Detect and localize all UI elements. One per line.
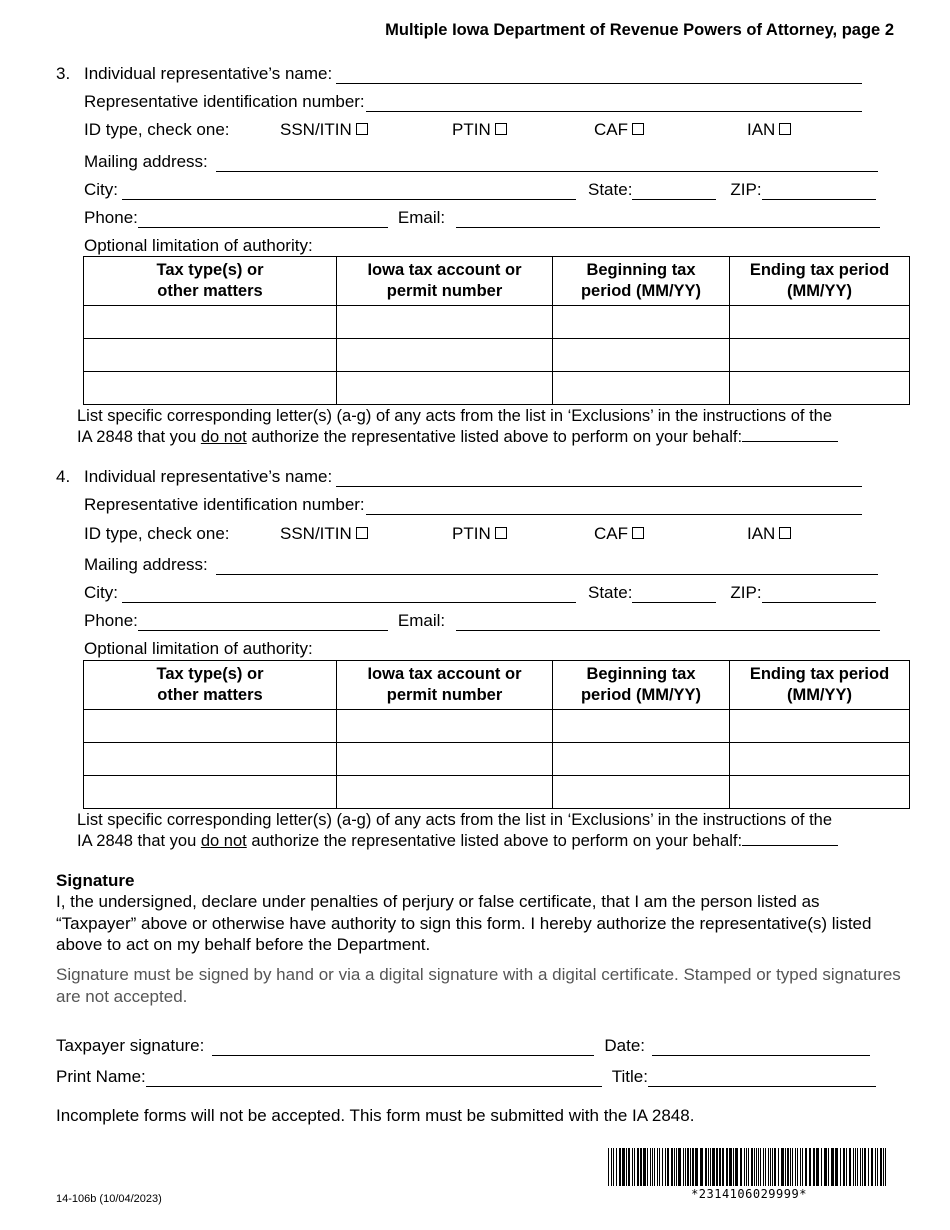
- table-header-row: [84, 257, 910, 306]
- barcode-bar: [687, 1148, 689, 1186]
- id-type-label: ID type, check one:: [84, 524, 230, 543]
- caf-checkbox[interactable]: [632, 123, 644, 135]
- barcode-bar: [843, 1148, 845, 1186]
- header-line: Ending tax period: [749, 665, 890, 683]
- phone-label: Phone:: [84, 611, 138, 630]
- barcode-bar: [683, 1148, 684, 1186]
- exclusions-line-2b: authorize the representative listed above to perform on your behalf:: [251, 832, 743, 850]
- barcode-bar: [650, 1148, 651, 1186]
- option-ssn-itin: [280, 120, 368, 140]
- table-row: [84, 372, 910, 405]
- barcode-bar: [744, 1148, 745, 1186]
- ptin-checkbox[interactable]: [495, 527, 507, 539]
- table-cell[interactable]: [337, 743, 553, 776]
- barcode-bar: [790, 1148, 791, 1186]
- caf-checkbox[interactable]: [632, 527, 644, 539]
- rep-id-number-label: Representative identification number:: [84, 495, 365, 514]
- rep-id-number-label: Representative identification number:: [84, 92, 365, 111]
- barcode-bar: [662, 1148, 663, 1186]
- state-label: State:: [588, 180, 633, 199]
- barcode-bar: [774, 1148, 776, 1186]
- barcode-bar: [716, 1148, 718, 1186]
- table-row: [84, 743, 910, 776]
- id-type-row: [84, 120, 904, 142]
- zip-field[interactable]: [762, 584, 876, 603]
- table-cell[interactable]: [84, 306, 337, 339]
- phone-label: Phone:: [84, 208, 138, 227]
- table-cell[interactable]: [337, 339, 553, 372]
- barcode-bar: [849, 1148, 851, 1186]
- header-line: Beginning tax: [586, 261, 696, 279]
- barcode-bar: [665, 1148, 666, 1186]
- header-line: Iowa tax account or: [367, 665, 522, 683]
- barcode-text: *2314106029999*: [691, 1187, 807, 1201]
- header-line: other matters: [157, 686, 263, 704]
- table-cell[interactable]: [84, 710, 337, 743]
- email-field[interactable]: [456, 209, 880, 228]
- barcode-bar: [835, 1148, 838, 1186]
- exclusions-line-2a: IA 2848 that you: [77, 428, 197, 446]
- barcode-bar: [864, 1148, 866, 1186]
- barcode-bar: [659, 1148, 660, 1186]
- barcode-bar: [685, 1148, 686, 1186]
- id-type-row: [84, 524, 904, 546]
- header-ending-period: [730, 257, 910, 306]
- barcode-bar: [751, 1148, 753, 1186]
- option-ptin: [452, 524, 507, 544]
- table-cell[interactable]: [84, 372, 337, 405]
- exclusions-text: [77, 810, 907, 852]
- barcode-bar: [619, 1148, 621, 1186]
- table-cell[interactable]: [337, 306, 553, 339]
- date-field[interactable]: [652, 1037, 870, 1056]
- ptin-checkbox[interactable]: [495, 123, 507, 135]
- barcode-bar: [772, 1148, 773, 1186]
- taxpayer-signature-field[interactable]: [212, 1037, 594, 1056]
- barcode-bar: [853, 1148, 854, 1186]
- barcode-bar: [846, 1148, 847, 1186]
- exclusions-field[interactable]: [742, 831, 838, 846]
- barcode-bar: [765, 1148, 766, 1186]
- optional-limitation-label: Optional limitation of authority:: [84, 236, 313, 255]
- barcode-bar: [860, 1148, 861, 1186]
- option-label: PTIN: [452, 524, 491, 543]
- barcode-bar: [800, 1148, 801, 1186]
- table-cell[interactable]: [730, 306, 910, 339]
- table-cell[interactable]: [84, 743, 337, 776]
- table-cell[interactable]: [730, 339, 910, 372]
- barcode-bar: [708, 1148, 709, 1186]
- header-line: period (MM/YY): [580, 282, 702, 300]
- option-ian: [747, 120, 791, 140]
- header-line: (MM/YY): [786, 282, 853, 300]
- page-header: Multiple Iowa Department of Revenue Powers of Attorney, page 2: [385, 21, 894, 39]
- barcode-bar: [795, 1148, 796, 1186]
- barcode-bar: [722, 1148, 724, 1186]
- barcode-bar: [626, 1148, 627, 1186]
- table-cell[interactable]: [553, 372, 730, 405]
- barcode-bar: [862, 1148, 863, 1186]
- table-cell[interactable]: [337, 710, 553, 743]
- optional-limitation-label: Optional limitation of authority:: [84, 639, 313, 658]
- header-line: Ending tax period: [749, 261, 890, 279]
- table-row: [84, 339, 910, 372]
- header-account-number: [337, 257, 553, 306]
- barcode-bar: [616, 1148, 617, 1186]
- table-cell[interactable]: [84, 339, 337, 372]
- table-cell[interactable]: [730, 372, 910, 405]
- barcode-bar: [758, 1148, 759, 1186]
- city-field[interactable]: [122, 181, 576, 200]
- barcode-bar: [640, 1148, 642, 1186]
- email-label: Email:: [397, 611, 446, 630]
- barcode-bar: [678, 1148, 681, 1186]
- barcode-bar: [792, 1148, 793, 1186]
- exclusions-line-2b: authorize the representative listed above to perform on your behalf:: [251, 428, 743, 446]
- barcode-bar: [797, 1148, 798, 1186]
- barcode-bar: [821, 1148, 822, 1186]
- barcode-bar: [883, 1148, 884, 1186]
- zip-label: ZIP:: [730, 180, 762, 199]
- rep-name-field[interactable]: [336, 65, 862, 84]
- barcode-bar: [871, 1148, 873, 1186]
- barcode-bar: [657, 1148, 658, 1186]
- barcode-bar: [634, 1148, 635, 1186]
- barcode-bar: [690, 1148, 691, 1186]
- barcode-bar: [748, 1148, 749, 1186]
- limitation-table: [83, 660, 910, 809]
- phone-field[interactable]: [138, 209, 388, 228]
- table-header-row: [84, 661, 910, 710]
- table-row: [84, 306, 910, 339]
- date-label: Date:: [604, 1036, 646, 1055]
- barcode-bar: [778, 1148, 779, 1186]
- option-caf: [594, 524, 644, 544]
- barcode-bar: [622, 1148, 625, 1186]
- barcode-bar: [735, 1148, 738, 1186]
- table-cell[interactable]: [553, 339, 730, 372]
- barcode-bar: [855, 1148, 856, 1186]
- option-ptin: [452, 120, 507, 140]
- barcode-bar: [628, 1148, 630, 1186]
- print-name-label: Print Name:: [56, 1067, 146, 1086]
- barcode-bar: [857, 1148, 858, 1186]
- barcode-bar: [868, 1148, 869, 1186]
- email-field[interactable]: [456, 612, 880, 631]
- header-line: Beginning tax: [586, 665, 696, 683]
- table-cell[interactable]: [337, 372, 553, 405]
- header-account-number: [337, 661, 553, 710]
- header-line: other matters: [157, 282, 263, 300]
- zip-field[interactable]: [762, 181, 876, 200]
- signature-note: Signature must be signed by hand or via a digital signature with a digital certificate. Stamped or typed signatures are not accepted.: [56, 965, 901, 1006]
- rep-name-label: Individual representative’s name:: [84, 467, 333, 486]
- barcode-bar: [667, 1148, 669, 1186]
- header-line: Iowa tax account or: [367, 261, 522, 279]
- option-label: SSN/ITIN: [280, 524, 352, 543]
- ian-checkbox[interactable]: [779, 123, 791, 135]
- mailing-address-label: Mailing address:: [84, 152, 208, 171]
- ian-checkbox[interactable]: [779, 527, 791, 539]
- barcode-bar: [760, 1148, 761, 1186]
- state-label: State:: [588, 583, 633, 602]
- table-cell[interactable]: [553, 776, 730, 809]
- exclusions-text: [77, 406, 907, 448]
- rep-name-field[interactable]: [336, 468, 862, 487]
- header-ending-period: [730, 661, 910, 710]
- barcode-bar: [840, 1148, 841, 1186]
- taxpayer-signature-label: Taxpayer signature:: [56, 1036, 205, 1055]
- barcode-bar: [726, 1148, 728, 1186]
- mailing-address-field[interactable]: [216, 153, 878, 172]
- barcode-bar: [746, 1148, 747, 1186]
- email-label: Email:: [397, 208, 446, 227]
- barcode-bar: [700, 1148, 703, 1186]
- rep-name-label: Individual representative’s name:: [84, 64, 333, 83]
- state-field[interactable]: [632, 584, 716, 603]
- rep-id-number-field[interactable]: [366, 496, 862, 515]
- header-line: permit number: [386, 686, 503, 704]
- city-label: City:: [84, 583, 118, 602]
- barcode-bar: [828, 1148, 829, 1186]
- barcode-bar: [816, 1148, 819, 1186]
- form-id: 14-106b (10/04/2023): [56, 1193, 162, 1205]
- mailing-address-label: Mailing address:: [84, 555, 208, 574]
- barcode-bar: [754, 1148, 755, 1186]
- barcode-bar: [613, 1148, 614, 1186]
- header-beginning-period: [553, 257, 730, 306]
- barcode-bar: [637, 1148, 639, 1186]
- barcode-bar: [695, 1148, 698, 1186]
- header-tax-type: [84, 661, 337, 710]
- barcode-bar: [712, 1148, 715, 1186]
- barcode-bar: [676, 1148, 677, 1186]
- barcode-bar: [740, 1148, 742, 1186]
- barcode-bar: [652, 1148, 653, 1186]
- barcode-bar: [785, 1148, 786, 1186]
- signature-title: Signature: [56, 871, 135, 890]
- table-cell[interactable]: [337, 776, 553, 809]
- table-cell[interactable]: [730, 710, 910, 743]
- table-cell[interactable]: [553, 306, 730, 339]
- id-type-label: ID type, check one:: [84, 120, 230, 139]
- barcode-bar: [705, 1148, 707, 1186]
- section-number: 4.: [56, 467, 71, 486]
- exclusions-do-not: do not: [200, 428, 247, 446]
- barcode-bar: [719, 1148, 721, 1186]
- barcode-bar: [763, 1148, 764, 1186]
- barcode-bar: [787, 1148, 789, 1186]
- barcode-bar: [824, 1148, 827, 1186]
- barcode-bar: [674, 1148, 675, 1186]
- ssn-itin-checkbox[interactable]: [356, 123, 368, 135]
- print-name-field[interactable]: [146, 1068, 602, 1087]
- barcode-bar: [647, 1148, 648, 1186]
- barcode-bar: [692, 1148, 694, 1186]
- barcode-bar: [813, 1148, 815, 1186]
- city-field[interactable]: [122, 584, 576, 603]
- table-cell[interactable]: [553, 710, 730, 743]
- barcode-bar: [733, 1148, 734, 1186]
- mailing-address-field[interactable]: [216, 556, 878, 575]
- barcode-bar: [729, 1148, 732, 1186]
- incomplete-notice: Incomplete forms will not be accepted. This form must be submitted with the IA 2848.: [56, 1106, 695, 1125]
- option-ian: [747, 524, 791, 544]
- header-tax-type: [84, 257, 337, 306]
- barcode-bar: [632, 1148, 633, 1186]
- barcode-bar: [770, 1148, 771, 1186]
- table-row: [84, 776, 910, 809]
- city-label: City:: [84, 180, 118, 199]
- barcode-bar: [809, 1148, 811, 1186]
- exclusions-do-not: do not: [200, 832, 247, 850]
- barcode-bar: [654, 1148, 655, 1186]
- barcode-bar: [768, 1148, 769, 1186]
- table-cell[interactable]: [84, 776, 337, 809]
- barcode-bar: [643, 1148, 646, 1186]
- barcode-bar: [671, 1148, 673, 1186]
- barcode-bar: [880, 1148, 882, 1186]
- table-cell[interactable]: [553, 743, 730, 776]
- option-label: IAN: [747, 120, 776, 139]
- option-label: PTIN: [452, 120, 491, 139]
- option-label: IAN: [747, 524, 776, 543]
- barcode-bar: [885, 1148, 886, 1186]
- title-field[interactable]: [648, 1068, 876, 1087]
- limitation-table: [83, 256, 910, 405]
- barcode-bar: [781, 1148, 784, 1186]
- rep-id-number-field[interactable]: [366, 93, 862, 112]
- exclusions-line-2a: IA 2848 that you: [77, 832, 197, 850]
- table-cell[interactable]: [730, 776, 910, 809]
- option-label: CAF: [594, 524, 628, 543]
- header-line: (MM/YY): [786, 686, 853, 704]
- barcode-bar: [611, 1148, 612, 1186]
- state-field[interactable]: [632, 181, 716, 200]
- barcode-bar: [875, 1148, 876, 1186]
- header-beginning-period: [553, 661, 730, 710]
- header-line: Tax type(s) or: [156, 261, 264, 279]
- barcode-bar: [608, 1148, 609, 1186]
- barcode-bar: [802, 1148, 803, 1186]
- barcode-bar: [831, 1148, 834, 1186]
- zip-label: ZIP:: [730, 583, 762, 602]
- barcode-bar: [710, 1148, 711, 1186]
- exclusions-line-1: List specific corresponding letter(s) (a-g) of any acts from the list in ‘Exclusions’ in the instructions of the: [77, 407, 833, 425]
- table-row: [84, 710, 910, 743]
- exclusions-line-1: List specific corresponding letter(s) (a-g) of any acts from the list in ‘Exclusions’ in the instructions of the: [77, 811, 833, 829]
- phone-field[interactable]: [138, 612, 388, 631]
- barcode-bar: [877, 1148, 878, 1186]
- ssn-itin-checkbox[interactable]: [356, 527, 368, 539]
- header-line: period (MM/YY): [580, 686, 702, 704]
- header-line: Tax type(s) or: [156, 665, 264, 683]
- barcode-image: [608, 1148, 890, 1188]
- table-cell[interactable]: [730, 743, 910, 776]
- section-number: 3.: [56, 64, 71, 83]
- title-label: Title:: [611, 1067, 648, 1086]
- header-line: permit number: [386, 282, 503, 300]
- option-label: SSN/ITIN: [280, 120, 352, 139]
- option-label: CAF: [594, 120, 628, 139]
- option-ssn-itin: [280, 524, 368, 544]
- barcode-bar: [805, 1148, 807, 1186]
- option-caf: [594, 120, 644, 140]
- exclusions-field[interactable]: [742, 427, 838, 442]
- signature-declaration: I, the undersigned, declare under penalties of perjury or false certificate, that I am the person listed as “Taxpayer” above or otherwise have authority to sign this form. I hereby authorize the representative(s) listed above to act on my behalf before the Department.: [56, 892, 872, 954]
- barcode-bar: [756, 1148, 757, 1186]
